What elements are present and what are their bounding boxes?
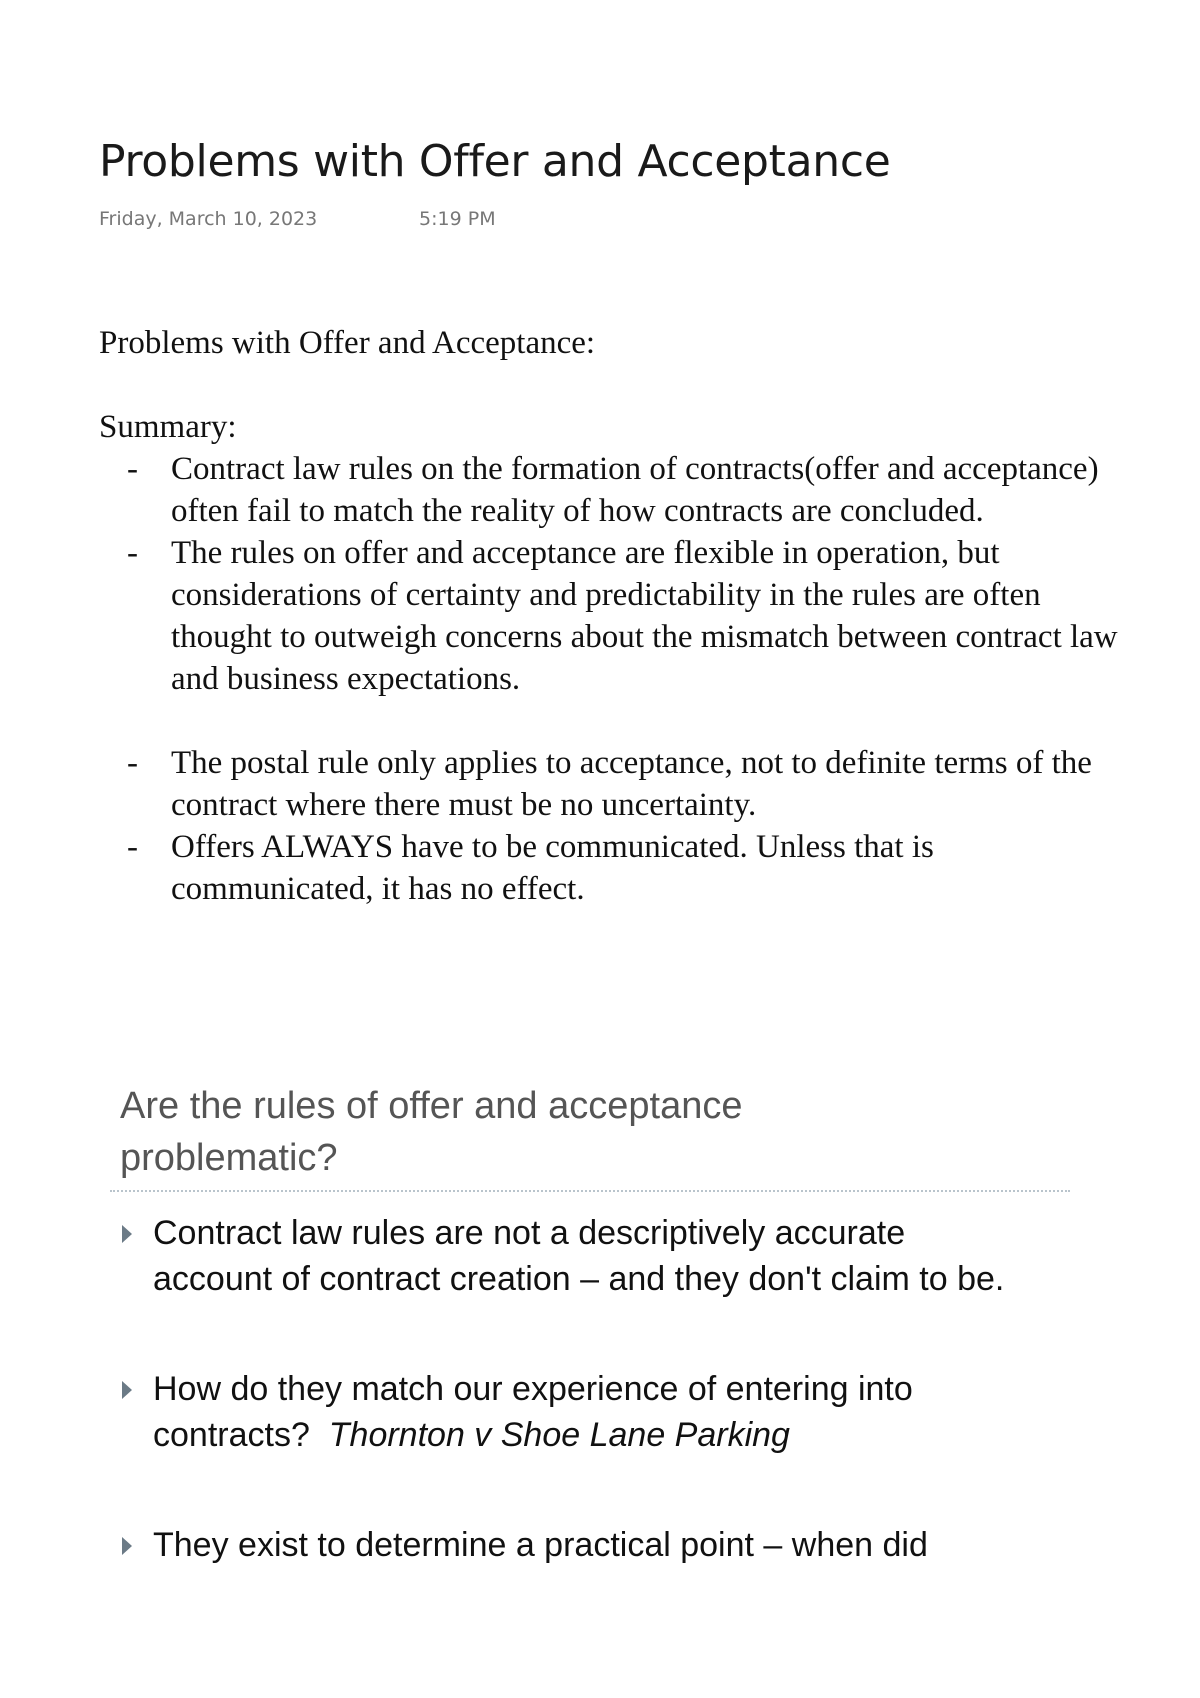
slide-bullet-text: How do they match our experience of entering into contracts? [153,1370,913,1454]
triangle-bullet-icon [122,1537,132,1555]
slide-bullet-text: They exist to determine a practical point – when did [153,1526,928,1564]
note-body[interactable] [99,322,1139,910]
summary-label: Summary: [99,409,237,445]
slide-bullet [110,1522,1033,1568]
page-date: Friday, March 10, 2023 [99,208,318,230]
page-title[interactable]: Problems with Offer and Acceptance [99,136,891,187]
dash-bullet-marker: - [127,535,138,571]
summary-bullet-list [99,448,1139,910]
summary-bullet-text: The postal rule only applies to acceptance, not to definite terms of the contract where there must be no uncertainty. [171,745,1092,823]
slide-divider [110,1190,1070,1192]
slide-title: Are the rules of offer and acceptance problematic? [120,1085,743,1179]
page-time: 5:19 PM [419,208,496,230]
summary-bullet-text: Offers ALWAYS have to be communicated. Unless that is communicated, it has no effect. [171,829,934,907]
triangle-bullet-icon [122,1225,132,1243]
summary-bullet [99,532,1139,700]
slide-bullet-list [110,1210,1070,1568]
dash-bullet-marker: - [127,451,138,487]
dash-bullet-marker: - [127,745,138,781]
summary-bullet-text: Contract law rules on the formation of contracts(offer and acceptance) often fail to match the reality of how contracts are concluded. [171,451,1099,529]
summary-bullet-text: The rules on offer and acceptance are flexible in operation, but considerations of certainty and predictability in the rules are often thought to outweigh concerns about the mismatch between contract law and business expectations. [171,535,1118,697]
dash-bullet-marker: - [127,829,138,865]
summary-bullet [99,448,1139,532]
slide-bullet [110,1366,1033,1458]
note-heading: Problems with Offer and Acceptance: [99,325,596,361]
embedded-slide-image[interactable] [110,1080,1070,1585]
slide-bullet [110,1210,1033,1302]
triangle-bullet-icon [122,1381,132,1399]
summary-bullet [99,826,1139,910]
summary-bullet [99,742,1139,826]
page-timestamp [99,208,496,230]
case-name: Thornton v Shoe Lane Parking [328,1416,790,1454]
blank-line [99,364,1139,406]
slide-bullet-text: Contract law rules are not a descriptively accurate account of contract creation – and they don't claim to be. [153,1214,1005,1298]
